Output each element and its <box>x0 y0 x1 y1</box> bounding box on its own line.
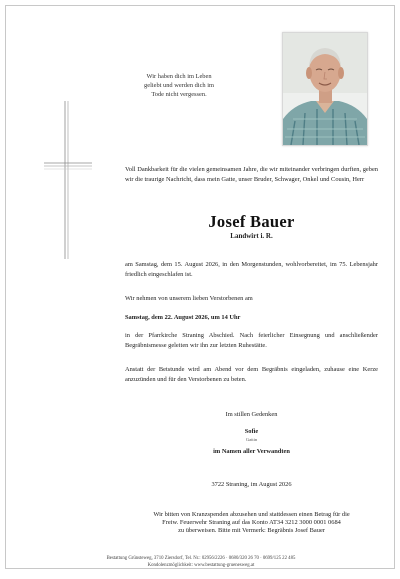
farewell-details: in der Pfarrkirche Straning Abschied. Nach feierlicher Einsegnung und anschließender Begräbnismesse geleiten wir ihn zur letzten Ruhestätte. <box>125 332 378 349</box>
portrait-photo <box>282 32 368 146</box>
relatives-line: im Namen aller Verwandten <box>213 448 290 455</box>
quote-line: Tode nicht vergessen. <box>151 91 207 98</box>
quote-line: geliebt und werden dich im <box>144 82 214 89</box>
farewell-intro: Wir nehmen von unserem lieben Verstorbenen am <box>125 295 253 302</box>
memorial-quote <box>134 72 224 99</box>
portrait-image <box>283 33 367 145</box>
death-notice: am Samstag, dem 15. August 2026, in den Morgenstunden, wohlvorbereitet, im 75. Lebensjahr friedlich eingeschlafen ist. <box>125 261 378 278</box>
footer-website: Kondolenzmöglichkeit: www.bestattung-gruenesweg.at <box>147 563 255 568</box>
deceased-occupation: Landwirt i. R. <box>230 232 273 240</box>
place-date: 3722 Straning, im August 2026 <box>211 481 292 488</box>
footer-contact: Bestattung Grünsteweg, 3710 Ziersdorf, Tel. Nr.: 02956/2226 · 0680/320 26 70 · 0699/125 22 485 <box>106 556 296 561</box>
donation-line: Wir bitten von Kranzspenden abzusehen und stattdessen einen Betrag für die <box>153 511 350 518</box>
in-memory-line: Im stillen Gedenken <box>225 411 278 418</box>
donation-notice <box>125 511 378 536</box>
quote-line: Wir haben dich im Leben <box>146 73 212 80</box>
donation-line: zu überweisen. Bitte mit Vermerk: Begräbnis Josef Bauer <box>178 527 325 535</box>
cross-icon <box>44 101 92 259</box>
deceased-name: Josef Bauer <box>208 212 295 231</box>
wake-notice: Anstatt der Betstunde wird am Abend vor dem Begräbnis eingeladen, zuhause eine Kerze anzuzünden und für den Verstorbenen zu beten. <box>125 366 378 383</box>
mourner-role: Gattin <box>245 437 258 442</box>
donation-line: Freiw. Feuerwehr Straning auf das Konto AT34 3212 3000 0001 0684 <box>162 519 341 527</box>
farewell-date: Samstag, dem 22. August 2026, um 14 Uhr <box>125 314 241 321</box>
obituary-card <box>5 5 395 569</box>
intro-text: Voll Dankbarkeit für die vielen gemeinsamen Jahre, die wir miteinander verbringen durften, geben wir die traurige Nachricht, dass mein Gatte, unser Bruder, Schwager, Onkel und Cousin, Herr <box>125 166 378 183</box>
funeral-home-footer <box>46 555 356 569</box>
mourner-name: Sofie <box>244 428 259 435</box>
